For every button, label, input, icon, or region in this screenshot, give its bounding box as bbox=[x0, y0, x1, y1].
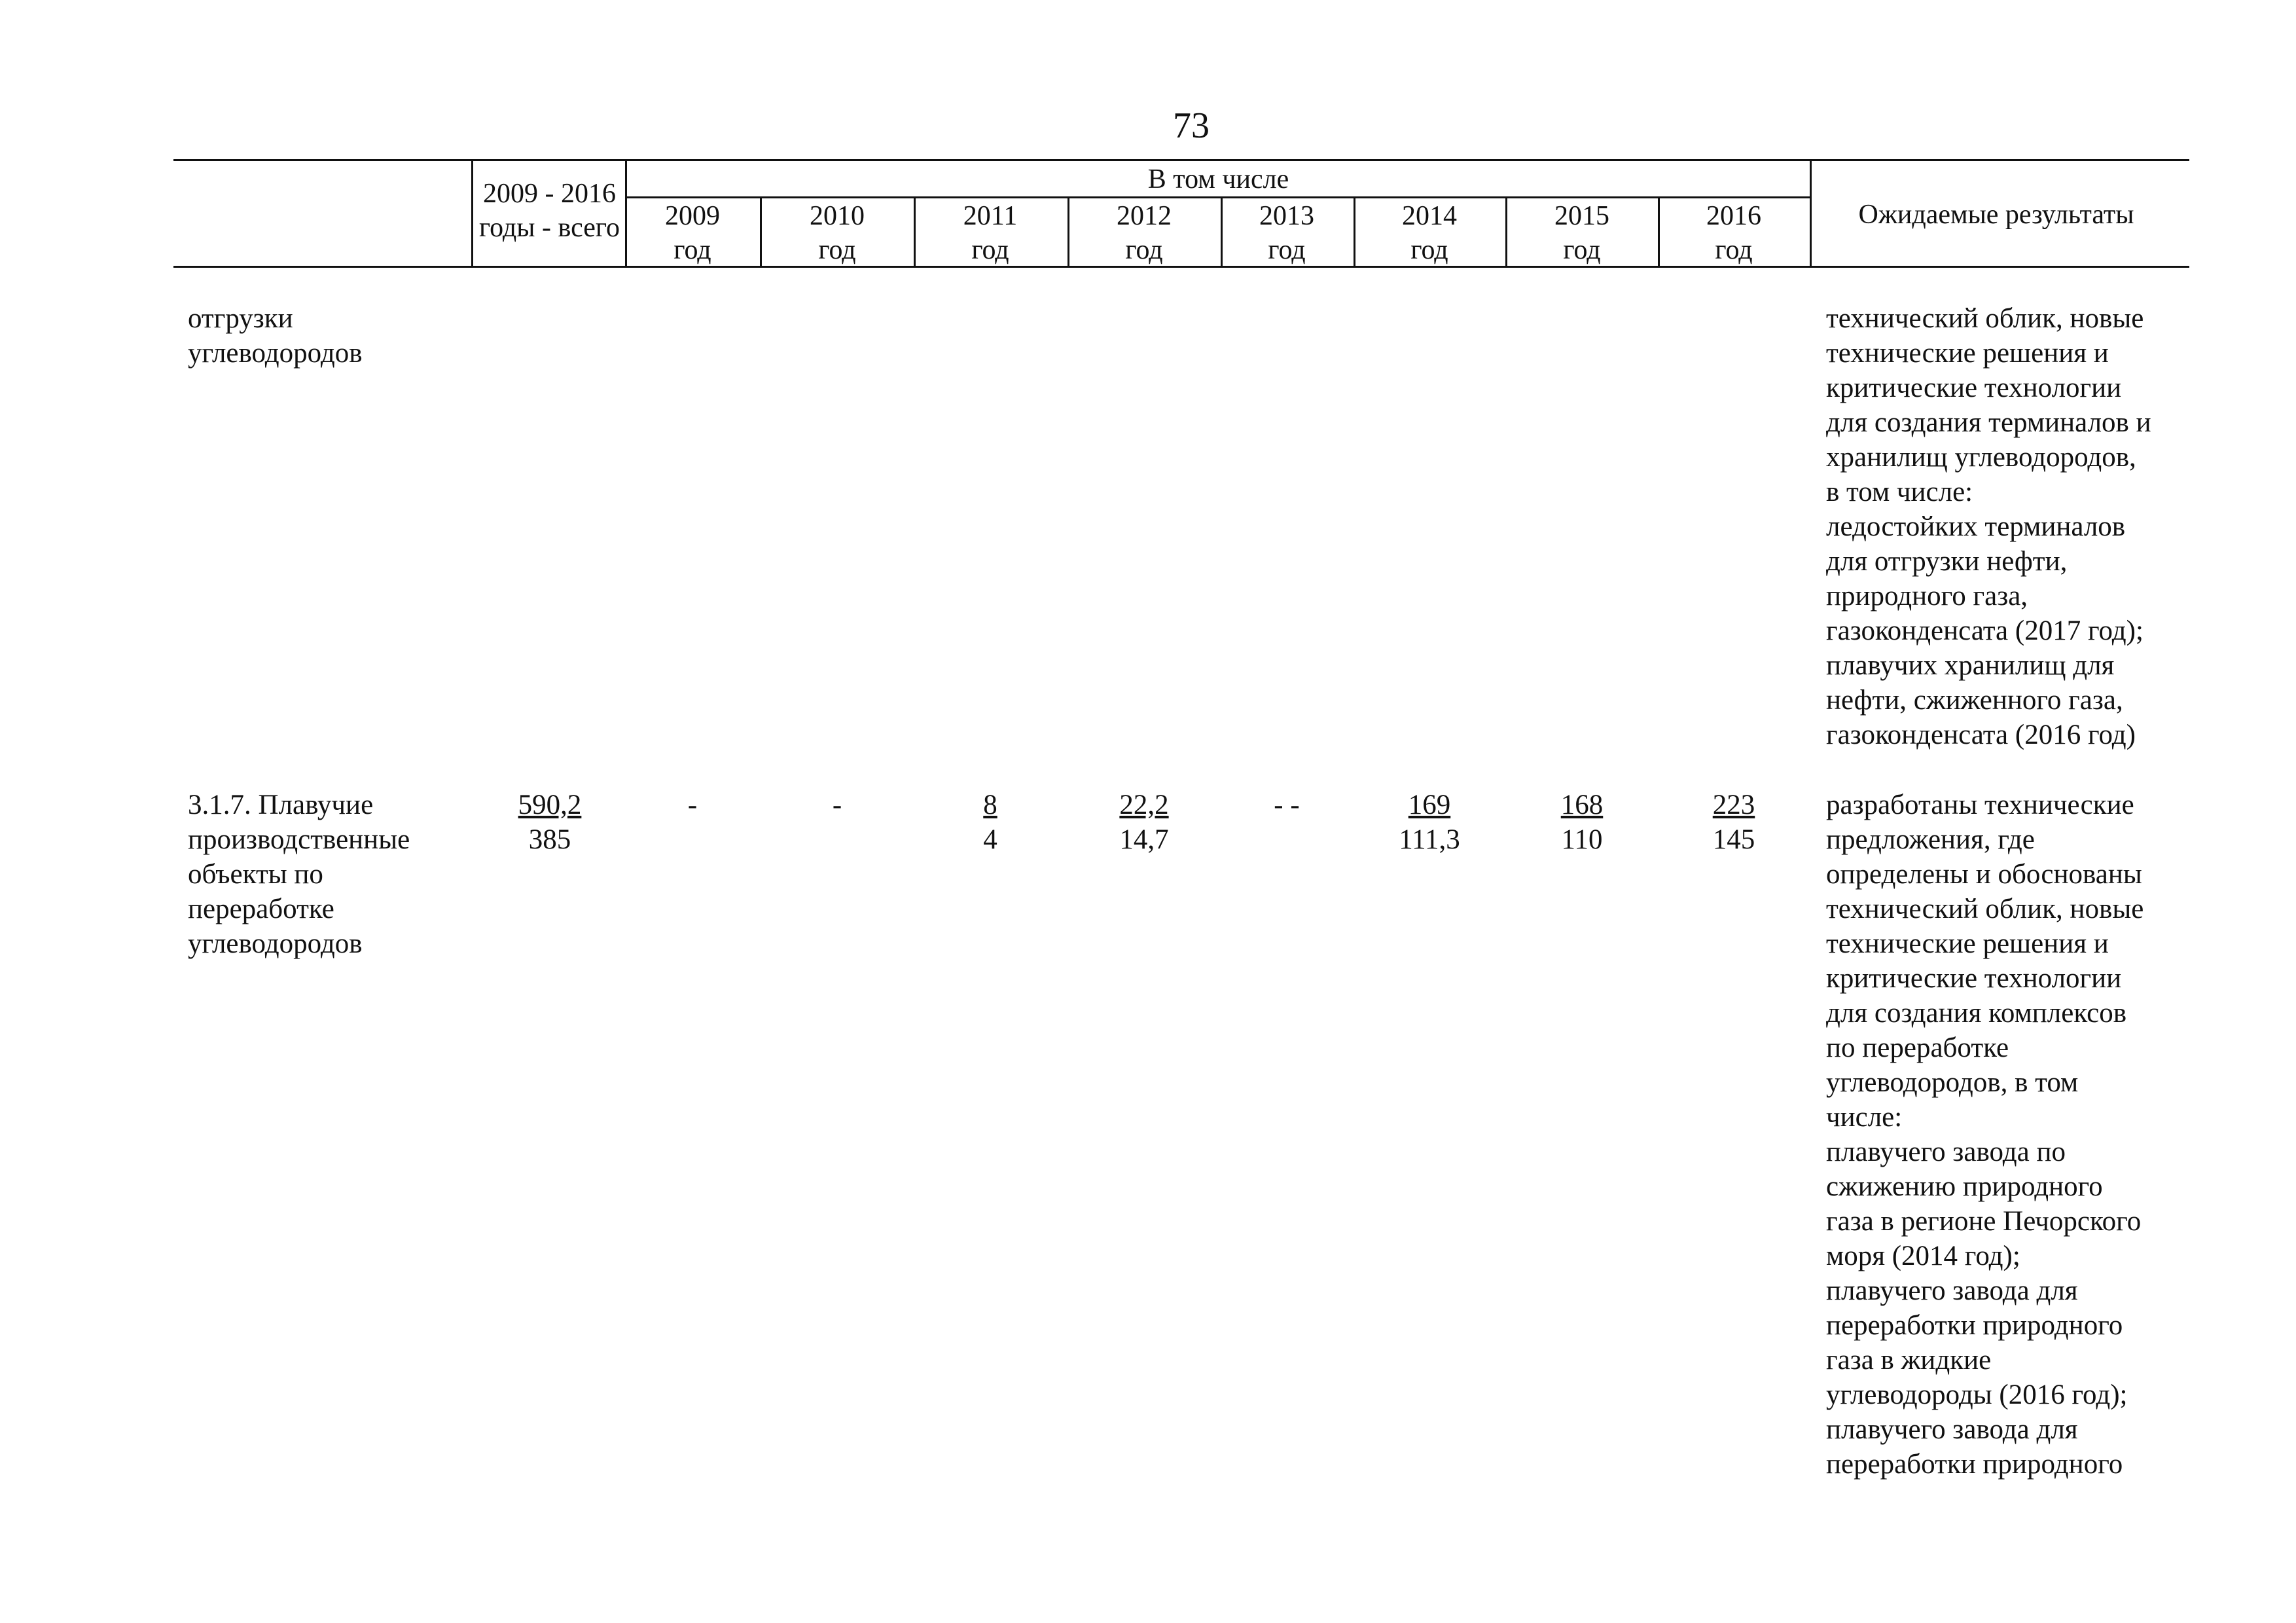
col-divider bbox=[1067, 196, 1069, 268]
col-divider bbox=[1658, 196, 1660, 268]
value-top: - bbox=[832, 790, 842, 820]
row-value-2009 bbox=[627, 788, 758, 822]
year-unit: год bbox=[1715, 235, 1753, 265]
row-value-2010 bbox=[772, 788, 903, 822]
row-name: 3.1.7. Плавучие производственные объекты по переработке углеводородов bbox=[188, 790, 410, 959]
row-value-2013 bbox=[1221, 788, 1352, 822]
year-header-2010 bbox=[772, 199, 903, 267]
value-top: 168 bbox=[1560, 790, 1604, 820]
year-label: 2013 bbox=[1259, 201, 1314, 231]
total-value-top: 590,2 bbox=[518, 790, 582, 820]
row-name: отгрузки углеводородов bbox=[188, 303, 363, 369]
total-header-line1: 2009 - 2016 bbox=[483, 179, 616, 209]
value-top: - bbox=[687, 790, 698, 820]
row-value-2016 bbox=[1668, 788, 1799, 857]
row-value-2012 bbox=[1079, 788, 1210, 857]
year-label: 2010 bbox=[810, 201, 865, 231]
value-top: - - bbox=[1274, 790, 1300, 820]
row-results: технический облик, новые технические решения и критические технологии для создания терминалов и хранилищ углеводородов, в том числе: ледостойких терминалов для отгрузки нефти, природного газа, газоконденсата (2017 год); плавучих хранилищ для нефти, сжиженного газа, газоконденсата (2016 год) bbox=[1826, 303, 2151, 750]
year-unit: год bbox=[1563, 235, 1601, 265]
col-divider bbox=[1354, 196, 1355, 268]
year-header-2013 bbox=[1221, 199, 1352, 267]
row-value-2011 bbox=[925, 788, 1056, 857]
year-label: 2016 bbox=[1706, 201, 1761, 231]
year-unit: год bbox=[673, 235, 711, 265]
year-unit: год bbox=[1125, 235, 1163, 265]
year-unit: год bbox=[1268, 235, 1306, 265]
col-divider bbox=[1810, 159, 1812, 268]
col-divider bbox=[471, 159, 473, 268]
year-label: 2015 bbox=[1554, 201, 1609, 231]
row-value-2014 bbox=[1364, 788, 1495, 857]
year-unit: год bbox=[818, 235, 856, 265]
including-header: В том числе bbox=[1147, 164, 1289, 194]
results-header: Ожидаемые результаты bbox=[1858, 200, 2134, 230]
row-total bbox=[484, 788, 615, 857]
col-divider bbox=[760, 196, 762, 268]
value-bottom: 145 bbox=[1712, 824, 1755, 855]
col-divider bbox=[914, 196, 916, 268]
value-bottom: 4 bbox=[983, 824, 997, 855]
years-rule bbox=[626, 196, 1810, 198]
value-bottom: 14,7 bbox=[1119, 824, 1169, 855]
year-label: 2011 bbox=[963, 201, 1018, 231]
row-results: разработаны технические предложения, где определены и обоснованы технический облик, новые технические решения и критические технологии для создания комплексов по переработке углеводородов, в том числе: плавучего завода по сжижению природного газа в регионе Печорского моря (2014 год); плавучего завода для переработки природного газа в жидкие углеводороды (2016 год); плавучего завода для переработки природного bbox=[1826, 790, 2144, 1480]
year-header-2016 bbox=[1668, 199, 1799, 267]
page-number: 73 bbox=[1173, 105, 1210, 146]
year-header-2014 bbox=[1364, 199, 1495, 267]
value-bottom: 111,3 bbox=[1399, 824, 1460, 855]
total-value-bottom: 385 bbox=[528, 824, 571, 855]
year-header-2009 bbox=[627, 199, 758, 267]
col-divider bbox=[1505, 196, 1507, 268]
value-top: 169 bbox=[1408, 790, 1451, 820]
header-top-rule bbox=[173, 159, 2189, 161]
total-header-line2: годы - всего bbox=[478, 213, 620, 243]
total-header bbox=[474, 177, 625, 245]
year-label: 2014 bbox=[1402, 201, 1457, 231]
row-value-2015 bbox=[1516, 788, 1647, 857]
value-bottom: 110 bbox=[1561, 824, 1603, 855]
year-unit: год bbox=[1410, 235, 1448, 265]
year-unit: год bbox=[971, 235, 1009, 265]
year-label: 2012 bbox=[1117, 201, 1172, 231]
year-header-2015 bbox=[1516, 199, 1647, 267]
value-top: 223 bbox=[1712, 790, 1755, 820]
year-label: 2009 bbox=[665, 201, 720, 231]
year-header-2012 bbox=[1079, 199, 1210, 267]
value-top: 22,2 bbox=[1119, 790, 1169, 820]
value-top: 8 bbox=[983, 790, 997, 820]
year-header-2011 bbox=[925, 199, 1056, 267]
